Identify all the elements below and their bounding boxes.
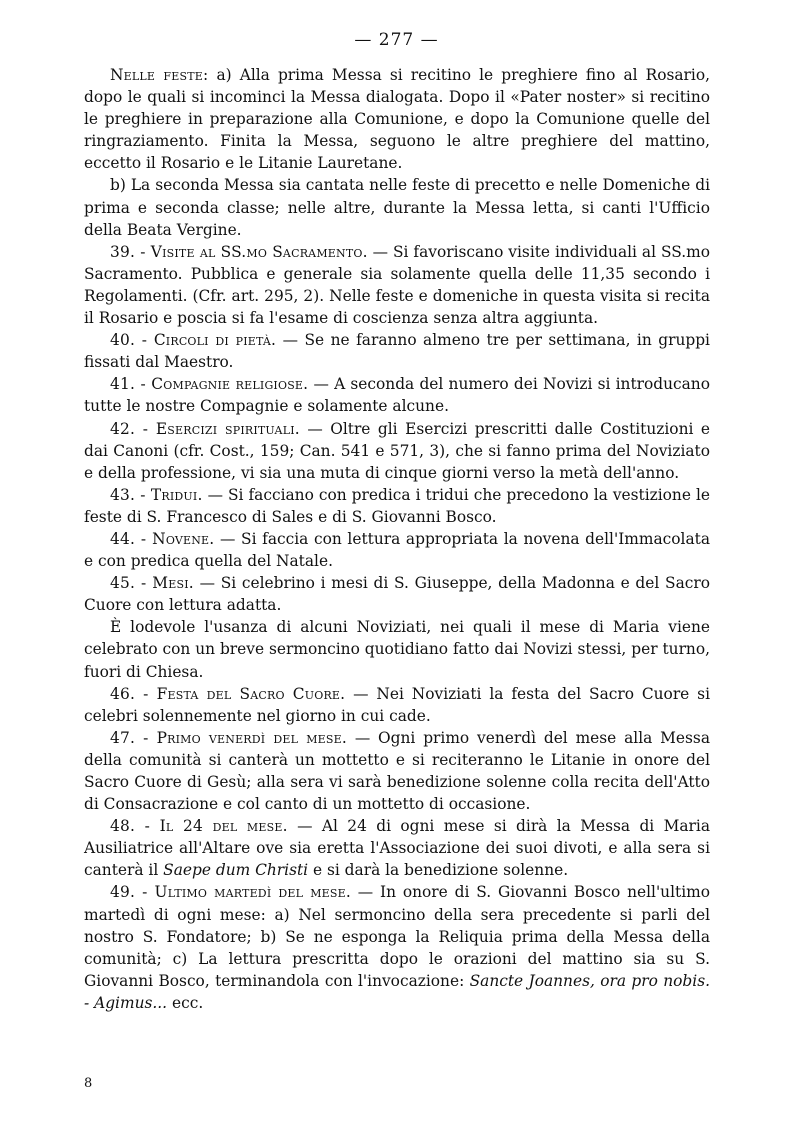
- paragraph-art-41: [84, 373, 710, 417]
- paragraph-text: b) La seconda Messa sia cantata nelle feste di precetto e nelle Domeniche di prima e seconda classe; nelle altre, durante la Messa letta, si canti l'Ufficio della Beata Vergine.: [84, 176, 710, 239]
- paragraph-art-39: [84, 241, 710, 329]
- paragraph-heading: 40. - Circoli di pietà.: [110, 331, 277, 350]
- paragraph-text: — Si faccia con lettura appropriata la novena dell'Immacolata e con predica quella del Natale.: [84, 529, 711, 571]
- paragraph-text: — Oltre gli Esercizi prescritti dalle Costituzioni e dai Canoni (cfr. Cost., 159; Can. 541 e 571, 3), che si fanno prima del Noviziato e della professione, vi sia una muta di cinque giorni verso la metà dell'anno.: [84, 419, 711, 482]
- paragraph-heading: 39. - Visite al SS.mo Sacramento.: [110, 242, 368, 261]
- paragraph-text: — Si favoriscano visite individuali al SS.mo Sacramento. Pubblica e generale sia solamente quella delle 11,35 secondo i Regolamenti. (Cfr. art. 295, 2). Nelle feste e domeniche in questa visita si recita il Rosario e poscia si fa l'esame di coscienza senza altra aggiunta.: [84, 242, 710, 328]
- paragraph-art-48: [84, 815, 710, 881]
- paragraph-heading: 45. - Mesi.: [110, 574, 194, 593]
- paragraph-art-42: [84, 418, 710, 484]
- paragraph-heading: 41. - Compagnie religiose.: [110, 375, 309, 394]
- paragraph-heading: 42. - Esercizi spirituali.: [110, 419, 300, 438]
- paragraph-text: — Nei Noviziati la festa del Sacro Cuore si celebri solennemente nel giorno in cui cade.: [84, 684, 710, 725]
- paragraph-text: — In onore di S. Giovanni Bosco nell'ultimo martedì di ogni mese: a) Nel sermoncino della sera precedente si parli del nostro S. Fondatore; b) Se ne esponga la Reliquia prima della Messa della comunità; c) La lettura prescritta dopo le orazioni del mattino sia su S. Giovanni Bosco, terminandola con l'invocazione:: [84, 883, 710, 990]
- paragraph-heading: 44. - Novene.: [110, 529, 215, 548]
- paragraph-heading: 49. - Ultimo martedì del mese.: [110, 883, 351, 902]
- paragraph-text: — Se ne faranno almeno tre per settimana, in gruppi fissati dal Maestro.: [84, 331, 710, 372]
- paragraph-heading: 46. - Festa del Sacro Cuore.: [110, 684, 346, 703]
- paragraph-art-49: [84, 881, 710, 1014]
- paragraph-nelle-feste-b: [84, 174, 710, 240]
- paragraph-text: e si darà la benedizione solenne.: [308, 861, 569, 880]
- paragraph-art-46: [84, 683, 710, 727]
- paragraph-art-43: [84, 484, 710, 528]
- paragraph-text: — A seconda del numero dei Novizi si introducano tutte le nostre Compagnie e solamente alcune.: [84, 375, 710, 416]
- paragraph-italic-text: Saepe dum Christi: [163, 861, 309, 880]
- paragraph-art-40: [84, 329, 710, 373]
- paragraph-text: È lodevole l'usanza di alcuni Noviziati, nei quali il mese di Maria viene celebrato con un breve sermoncino quotidiano fatto dai Novizi stessi, per turno, fuori di Chiesa.: [84, 618, 710, 681]
- paragraph-art-47: [84, 727, 710, 815]
- paragraph-text: a) Alla prima Messa si recitino le preghiere fino al Rosario, dopo le quali si incominci la Messa dialogata. Dopo il «Pater noster» si recitino le preghiere in preparazione alla Comunione, e dopo la Comunione quelle del ringraziamento. Finita la Messa, seguono le altre preghiere del mattino, eccetto il Rosario e le Litanie Lauretane.: [84, 66, 710, 173]
- paragraph-art-44: [84, 528, 710, 572]
- paragraph-text: ecc.: [167, 993, 204, 1012]
- body-text: [84, 64, 710, 1014]
- footer-signature: 8: [84, 1076, 93, 1091]
- paragraph-text: — Si celebrino i mesi di S. Giuseppe, della Madonna e del Sacro Cuore con lettura adatta.: [84, 574, 710, 615]
- page-number: — 277 —: [354, 30, 439, 50]
- paragraph-heading: 43. - Tridui.: [110, 485, 203, 504]
- paragraph-art-45-b: [84, 616, 710, 682]
- paragraph-art-45: [84, 572, 710, 616]
- paragraph-text: — Si facciano con predica i tridui che precedono la vestizione le feste di S. Francesco di Sales e di S. Giovanni Bosco.: [84, 485, 711, 526]
- paragraph-italic-text: Sancte Joannes, ora pro nobis. - Agimus...: [84, 971, 710, 1012]
- paragraph-text: — Ogni primo venerdì del mese alla Messa della comunità si canterà un mottetto e si reciteranno le Litanie in onore del Sacro Cuore di Gesù; alla sera vi sarà benedizione solenne colla recita dell'Atto di Consacrazione e col canto di un mottetto di occasione.: [84, 728, 711, 814]
- paragraph-heading: Nelle feste:: [110, 66, 209, 84]
- paragraph-text: — Al 24 di ogni mese si dirà la Messa di Maria Ausiliatrice all'Altare ove sia eretta l'Associazione dei suoi divoti, e alla sera si canterà il: [84, 817, 710, 880]
- paragraph-heading: 47. - Primo venerdì del mese.: [110, 728, 347, 747]
- paragraph-nelle-feste-a: [84, 64, 710, 174]
- paragraph-heading: 48. - Il 24 del mese.: [110, 817, 288, 836]
